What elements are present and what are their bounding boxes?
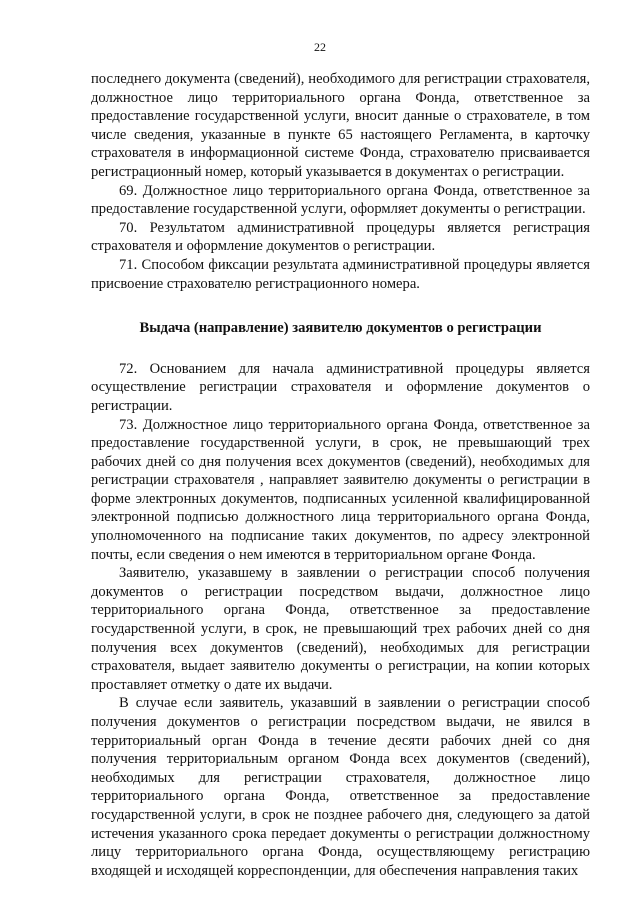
page-number: 22 xyxy=(314,40,326,54)
paragraph-non-appearance: В случае если заявитель, указавший в заявлении о регистрации способ получения документов о регистрации посредством выдачи, не явился в территориальный орган Фонда в течение десяти рабочих дней со дня получения территориальным органом Фонда всех документов (сведений), необходимых для регистрации страхователя, должностное лицо территориального органа Фонда, ответственное за предоставление государственной услуги, в срок не позднее рабочего дня, следующего за датой истечения указанного срока передает документы о регистрации должностному лицу территориального органа Фонда, осуществляющему регистрацию входящей и исходящей корреспонденции, для обеспечения направления таких xyxy=(91,695,590,879)
paragraph-70: 70. Результатом административной процедуры является регистрация страхователя и оформление документов о регистрации. xyxy=(91,219,590,255)
paragraph-73: 73. Должностное лицо территориального органа Фонда, ответственное за предоставление государственной услуги, в срок, не превышающий трех рабочих дней со дня получения всех документов (сведений), необходимых для регистрации страхователя , направляет заявителю документы о регистрации в форме электронных документов, подписанных усиленной квалифицированной электронной подписью должностного лица территориального органа Фонда, уполномоченного на подписание таких документов, по адресу электронной почты, если сведения о нем имеются в территориальном органе Фонда. xyxy=(91,416,590,563)
paragraph-continuation: последнего документа (сведений), необходимого для регистрации страхователя, должностное лицо территориального органа Фонда, ответственное за предоставление государственной услуги, вносит данные о страхователе, в том числе сведения, указанные в пункте 65 настоящего Регламента, в карточку страхователя в информационной системе Фонда, страхователю присваивается регистрационный номер, который указывается в документах о регистрации. xyxy=(91,71,590,180)
paragraph-69: 69. Должностное лицо территориального органа Фонда, ответственное за предоставление государственной услуги, оформляет документы о регистрации. xyxy=(91,182,590,218)
section-heading: Выдача (направление) заявителю документов о регистрации xyxy=(139,320,542,337)
page-body xyxy=(91,70,590,880)
paragraph-issuance: Заявителю, указавшему в заявлении о регистрации способ получения документов о регистрации посредством выдачи, должностное лицо территориального органа Фонда, ответственное за предоставление государственной услуги, в срок, не превышающий трех рабочих дней со дня получения всех документов (сведений), необходимых для регистрации страхователя, выдает заявителю документы о регистрации, на копии которых проставляет отметку о дате их выдачи. xyxy=(91,565,590,693)
paragraph-72: 72. Основанием для начала административной процедуры является осуществление регистрации страхователя и оформление документов о регистрации. xyxy=(91,360,590,414)
paragraph-71: 71. Способом фиксации результата административной процедуры является присвоение страхователю регистрационного номера. xyxy=(91,256,590,292)
